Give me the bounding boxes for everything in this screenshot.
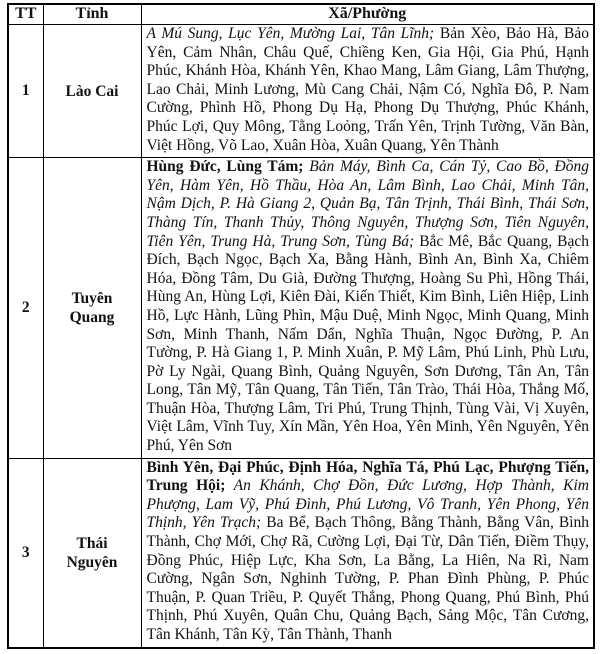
- commune-list: [141, 25, 594, 158]
- province-name: Thái Nguyên: [43, 458, 141, 647]
- header-row: [8, 4, 594, 25]
- commune-segment-regular: Bắc Mê, Bắc Quang, Bạch Đích, Bạch Ngọc, Bạch Xa, Bằng Hành, Bình An, Bình Xa, Chiêm Hóa, Đồng Tâm, Du Già, Đường Thượng, Hoàng Su Phì, Hồng Thái, Hùng An, Hùng Lợi, Kiên Đài, Kiến Thiết, Kim Bình, Liên Hiệp, Linh Hồ, Lực Hành, Lũng Phìn, Mậu Duệ, Minh Ngọc, Minh Quang, Minh Sơn, Minh Thanh, Nấm Dẩn, Nghĩa Thuận, Ngọc Đường, P. An Tường, P. Hà Giang 1, P. Minh Xuân, P. Mỹ Lâm, Phú Linh, Phù Lưu, Pờ Ly Ngài, Quang Bình, Quảng Nguyên, Sơn Dương, Tân An, Tân Long, Tân Mỹ, Tân Quang, Tân Tiến, Tân Trào, Thái Hòa, Thắng Mố, Thuận Hòa, Thượng Lâm, Tri Phú, Trung Thịnh, Tùng Vài, Vị Xuyên, Việt Lâm, Vĩnh Tuy, Xín Mần, Yên Hoa, Yên Minh, Yên Nguyên, Yên Phú, Yên Sơn: [146, 232, 589, 455]
- commune-segment-regular: Bản Xèo, Bảo Hà, Bảo Yên, Cảm Nhân, Châu Quế, Chiềng Ken, Gia Hội, Gia Phú, Hạnh Phúc, Khánh Hòa, Khánh Yên, Khao Mang, Lâm Giang, Lâm Thượng, Lao Chải, Minh Lương, Mù Cang Chải, Nậm Có, Nghĩa Đô, P. Nam Cường, Phình Hồ, Phong Dụ Hạ, Phong Dụ Thượng, Phúc Khánh, Phúc Lợi, Quy Mông, Tằng Loỏng, Trấn Yên, Trịnh Tường, Văn Bàn, Việt Hồng, Võ Lao, Xuân Hòa, Xuân Quang, Yên Thành: [146, 25, 589, 154]
- commune-segment-bold: Hùng Đức, Lùng Tám;: [146, 158, 304, 176]
- commune-segment-italic: Bản Máy, Bình Ca, Cán Tỷ, Cao Bồ, Đồng Yên, Hàm Yên, Hồ Thầu, Hòa An, Lâm Bình, Lao Chải, Minh Tân, Nậm Dịch, P. Hà Giang 2, Quản Bạ, Tân Trịnh, Thái Bình, Thái Sơn, Thàng Tín, Thanh Thủy, Thông Nguyên, Thượng Sơn, Tiên Nguyên, Tiên Yên, Trung Hà, Trung Sơn, Tùng Bá;: [146, 158, 589, 250]
- header-cell-province: Tỉnh: [43, 4, 141, 25]
- row-number: 3: [8, 458, 43, 647]
- table-row-thai-nguyen: [8, 458, 594, 647]
- province-name: Tuyên Quang: [43, 158, 141, 459]
- commune-segment-bold: Bình Yên, Đại Phúc, Định Hóa, Nghĩa Tá, Phú Lạc, Phượng Tiến, Trung Hội;: [146, 458, 589, 495]
- commune-list: [141, 158, 594, 459]
- row-number: 2: [8, 158, 43, 459]
- row-number: 1: [8, 25, 43, 158]
- commune-segment-italic: A Mú Sung, Lục Yên, Mường Lai, Tân Lĩnh;: [146, 25, 435, 42]
- header-cell-communes: Xã/Phường: [141, 4, 594, 25]
- province-name: Lào Cai: [43, 25, 141, 158]
- province-commune-table: [7, 3, 595, 649]
- commune-list: [141, 458, 594, 647]
- commune-segment-italic: An Khánh, Chợ Đồn, Đức Lương, Hợp Thành, Kim Phượng, Lam Vỹ, Phú Đình, Phú Lương, Vô Tranh, Yên Phong, Yên Thịnh, Yên Trạch;: [146, 477, 589, 532]
- commune-segment-regular: Ba Bể, Bạch Thông, Bằng Thành, Bằng Vân, Bình Thành, Chợ Mới, Chợ Rã, Cường Lợi, Đại Từ, Dân Tiến, Điềm Thụy, Đồng Phúc, Hiệp Lực, Kha Sơn, La Bằng, La Hiên, Na Rì, Nam Cường, Ngân Sơn, Nghinh Tường, P. Phan Đình Phùng, P. Phúc Thuận, P. Quan Triều, P. Quyết Thắng, Phong Quang, Phú Bình, Phú Thịnh, Phú Xuyên, Quân Chu, Quảng Bạch, Sảng Mộc, Tân Cương, Tân Khánh, Tân Kỳ, Tân Thành, Thanh: [146, 514, 590, 643]
- table-row-tuyen-quang: [8, 158, 594, 459]
- table-row-lao-cai: [8, 25, 594, 158]
- header-cell-tt: TT: [8, 4, 43, 25]
